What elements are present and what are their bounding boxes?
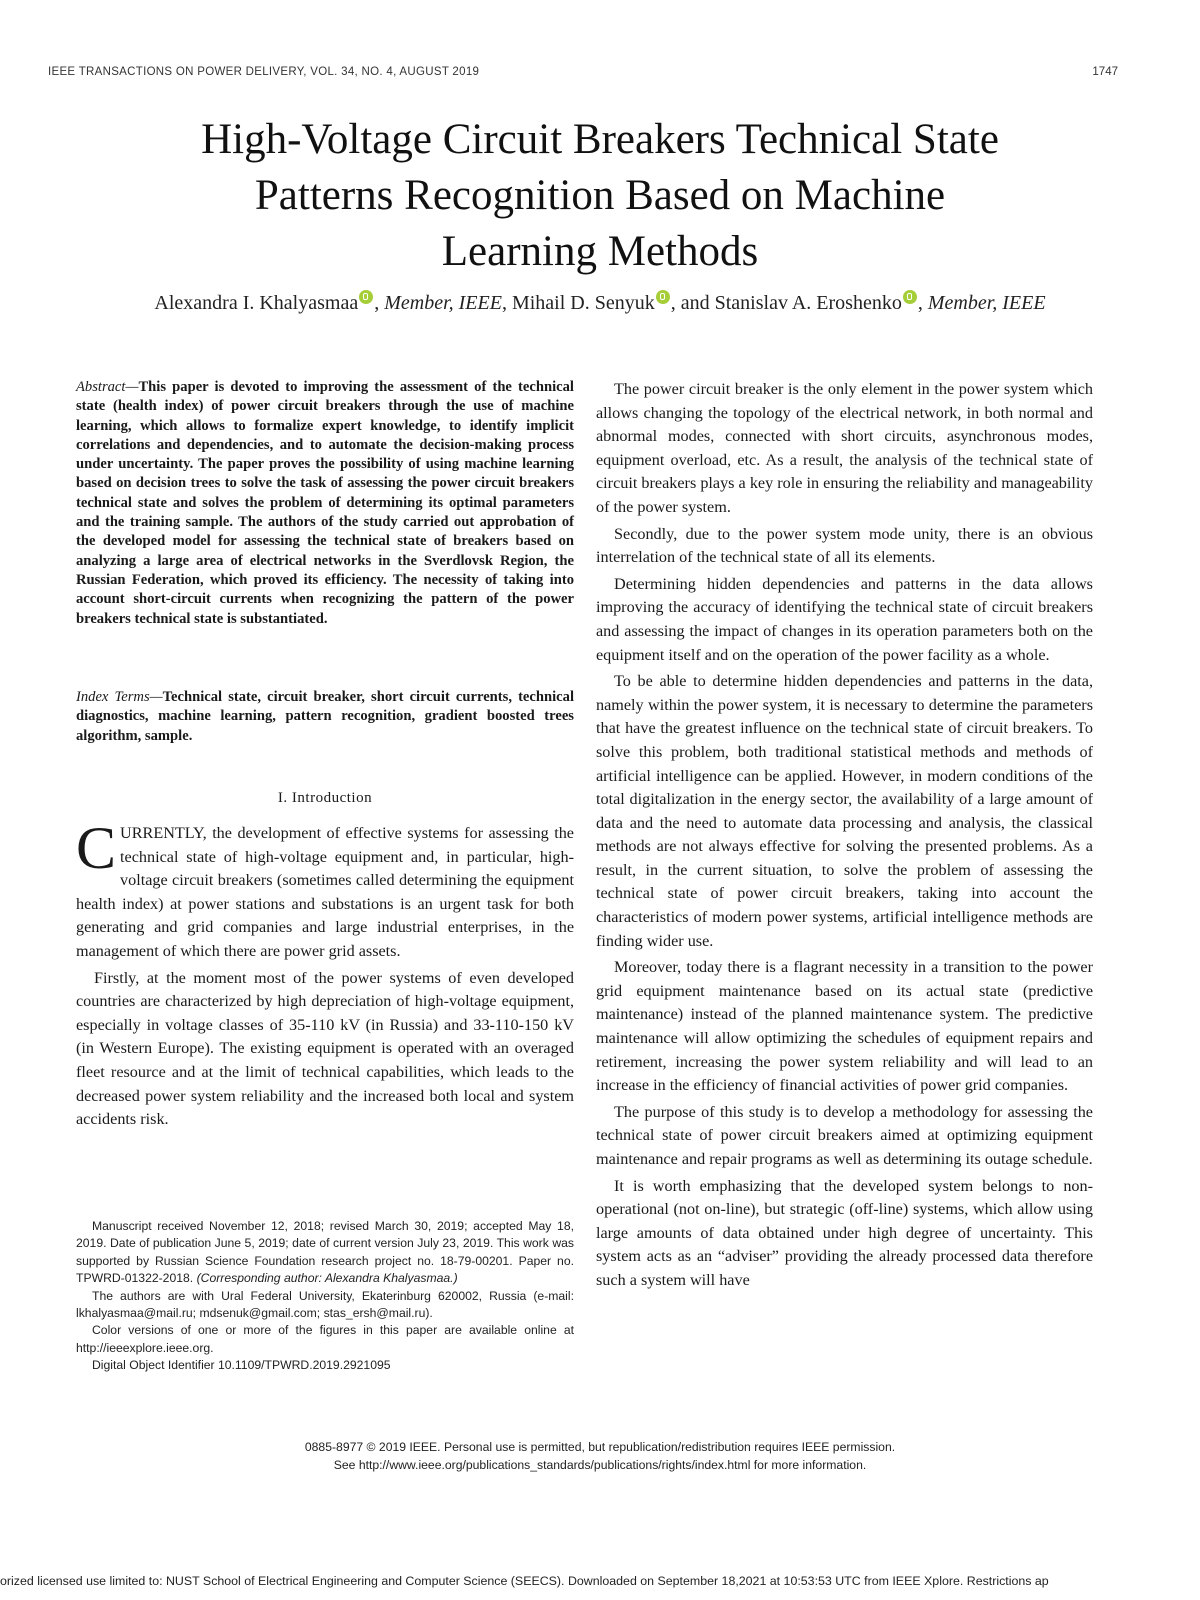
author-separator: , [374, 292, 385, 314]
page-number: 1747 [1092, 66, 1118, 78]
paragraph [76, 815, 574, 964]
first-page-footnote [76, 1218, 574, 1375]
drop-cap: C [76, 815, 117, 881]
orcid-icon[interactable] [359, 290, 373, 304]
index-terms [76, 688, 574, 746]
author-role-3: Member, IEEE [927, 292, 1046, 314]
footnote-received [76, 1218, 574, 1288]
orcid-icon[interactable] [903, 290, 917, 304]
paper-title [60, 112, 1140, 280]
section-heading: I. Introduction [277, 790, 373, 806]
copyright-line-2[interactable]: See http://www.ieee.org/publications_standards/publications/rights/index.html for more information. [333, 1458, 867, 1472]
introduction-body [76, 815, 574, 1132]
paragraph: It is worth emphasizing that the developed system belongs to non-operational (not on-line), but strategic (off-line) systems, which allow using large amounts of data obtained under high degree of uncertainty. This system acts as an “adviser” providing the already processed data therefore such a system will have [596, 1176, 1093, 1289]
license-strip: orized licensed use limited to: NUST School of Electrical Engineering and Computer Science (SEECS). Downloaded on September 18,2021 at 10:53:53 UTC from IEEE Xplore. Restrictions ap [0, 1574, 1049, 1588]
author-separator: , [501, 292, 512, 314]
abstract-label: Abstract— [76, 379, 139, 395]
footnote-affiliation: The authors are with Ural Federal University, Ekaterinburg 620002, Russia (e-mail: lkhalyasmaa@mail.ru; mdsenuk@gmail.com; stas_ersh@mail.ru). [76, 1288, 574, 1321]
right-column-body [596, 378, 1093, 1293]
paragraph: The purpose of this study is to develop a methodology for assessing the technical state of power circuit breakers aimed at optimizing equipment maintenance and repair programs as well as determining its outage schedule. [596, 1102, 1093, 1168]
index-terms-text: Technical state, circuit breaker, short circuit currents, technical diagnostics, machine learning, pattern recognition, gradient boosted trees algorithm, sample. [76, 689, 575, 744]
corresponding-author: (Corresponding author: Alexandra Khalyasmaa.) [196, 1271, 458, 1286]
footnote-doi[interactable]: Digital Object Identifier 10.1109/TPWRD.2019.2921095 [92, 1358, 391, 1373]
abstract-text: This paper is devoted to improving the assessment of the technical state (health index) of power circuit breakers through the use of machine learning, which allows to formalize expert knowledge, to identify implicit correlations and dependencies, and to automate the decision-making process under uncertainty. The paper proves the possibility of using machine learning based on decision trees to solve the task of assessing the power circuit breakers technical state and solves the problem of determining its optimal parameters and the training sample. The authors of the study carried out approbation of the developed model for assessing the technical state of breakers based on analyzing a large area of electrical networks in the Sverdlovsk Region, the Russian Federation, which proved its efficiency. The necessity of taking into account short-circuit currents when recognizing the pattern of the power breakers technical state is substantiated. [76, 379, 574, 627]
orcid-icon[interactable] [656, 290, 670, 304]
footnote-received-text: Manuscript received November 12, 2018; revised March 30, 2019; accepted May 18, 2019. Date of publication June 5, 2019; date of current version July 23, 2019. This work was supported by Russian Science Foundation research project no. 18-79-00201. Paper no. TPWRD-01322-2018. [76, 1219, 574, 1286]
title-line-3: Learning Methods [441, 228, 759, 275]
author-role-1: Member, IEEE [384, 292, 502, 314]
paragraph: Determining hidden dependencies and patterns in the data allows improving the accuracy of identifying the technical state of circuit breakers and assessing the impact of changes in its operation parameters both on the equipment itself and on the operation of the power facility as a whole. [596, 574, 1093, 664]
paragraph: To be able to determine hidden dependencies and patterns in the data, namely within the power system, it is necessary to determine the parameters that have the greatest influence on the technical state of circuit breakers. To solve this problem, both traditional statistical methods and methods of artificial intelligence can be applied. However, in modern conditions of the total digitalization in the energy sector, the availability of a large amount of data and the need to automate data processing and analysis, the classical methods are not always effective for solving the presented problems. As a result, in the current situation, to solve the problem of assessing the technical state of power circuit breakers, taking into account the characteristics of modern power systems, artificial intelligence methods are finding wider use. [596, 672, 1093, 950]
author-separator: , [917, 292, 928, 314]
copyright-line-1: 0885-8977 © 2019 IEEE. Personal use is permitted, but republication/redistribution requires IEEE permission. [304, 1440, 896, 1454]
author-name-3: Stanislav A. Eroshenko [714, 292, 902, 314]
index-terms-label: Index Terms— [76, 689, 163, 705]
journal-header: IEEE TRANSACTIONS ON POWER DELIVERY, VOL. 34, NO. 4, AUGUST 2019 [48, 66, 480, 78]
paragraph: The power circuit breaker is the only element in the power system which allows changing the topology of the electrical network, in both normal and abnormal modes, connected with short circuits, asynchronous modes, equipment overload, etc. As a result, the analysis of the technical state of circuit breakers plays a key role in ensuring the reliability and manageability of the power system. [596, 380, 1093, 516]
author-name-2: Mihail D. Senyuk [511, 292, 655, 314]
abstract [76, 378, 574, 629]
author-list [60, 290, 1140, 315]
paragraph: Firstly, at the moment most of the power systems of even developed countries are characterized by high depreciation of high-voltage equipment, especially in voltage classes of 35-110 kV (in Russia) and 33-110-150 kV (in Western Europe). The existing equipment is operated with an overaged fleet resource and at the limit of technical capabilities, which leads to the decreased power system reliability and the increased both local and system accidents risk. [76, 968, 574, 1129]
title-line-2: Patterns Recognition Based on Machine [254, 172, 946, 219]
paragraph: Secondly, due to the power system mode unity, there is an obvious interrelation of the technical state of all its elements. [596, 524, 1093, 567]
paragraph-text: URRENTLY, the development of effective systems for assessing the technical state of high-voltage equipment and, in particular, high-voltage circuit breakers (sometimes called determining the equipment health index) at power stations and substations is an urgent task for both generating and grid companies and large industrial enterprises, in the management of which there are power grid assets. [76, 824, 574, 960]
title-line-1: High-Voltage Circuit Breakers Technical State [201, 116, 999, 163]
paragraph: Moreover, today there is a flagrant necessity in a transition to the power grid equipment maintenance based on its actual state (predictive maintenance) instead of the planned maintenance system. The predictive maintenance will allow optimizing the schedules of equipment repairs and retirement, increasing the power system reliability and will lead to an increase in the efficiency of financial activities of power grid companies. [596, 958, 1093, 1095]
footnote-color[interactable]: Color versions of one or more of the figures in this paper are available online at http://ieeexplore.ieee.org. [76, 1323, 574, 1355]
author-name-1: Alexandra I. Khalyasmaa [154, 292, 359, 314]
author-separator: , and [670, 292, 715, 314]
copyright-notice [100, 1438, 1100, 1474]
